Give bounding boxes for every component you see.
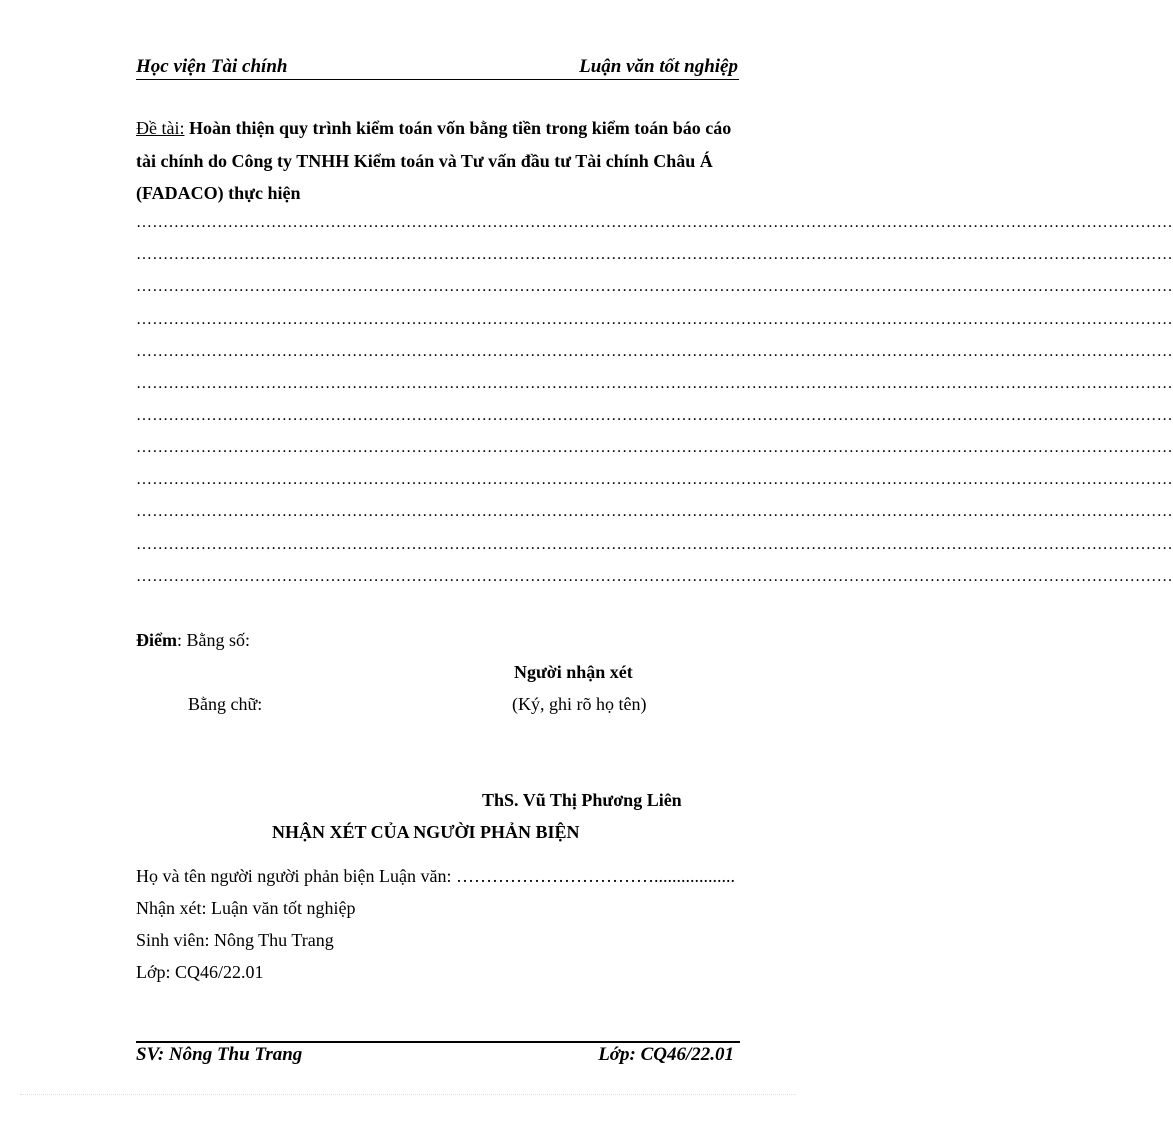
dotted-line: …………………………………………………………………………………………………………………………………………………………………………	[136, 278, 1173, 295]
grade-number-label: : Bằng số:	[176, 630, 250, 650]
grade-by-words: Bằng chữ:	[188, 694, 263, 714]
grade-label: Điểm	[136, 630, 177, 650]
dotted-line: …………………………………………………………………………………………………………………………………………………………………………	[136, 439, 1173, 456]
page-edge-dots	[20, 1094, 796, 1095]
reviewer-title: Người nhận xét	[514, 662, 633, 682]
section-title: NHẬN XÉT CỦA NGƯỜI PHẢN BIỆN	[272, 822, 580, 842]
reviewer-name-line: Họ và tên người người phản biện Luận văn: ……………………………..................	[136, 866, 735, 886]
header-rule	[136, 79, 739, 80]
dotted-line: …………………………………………………………………………………………………………………………………………………………………………	[136, 568, 1173, 585]
dotted-line: …………………………………………………………………………………………………………………………………………………………………………	[136, 471, 1173, 488]
footer-student: SV: Nông Thu Trang	[136, 1044, 303, 1065]
dotted-line: …………………………………………………………………………………………………………………………………………………………………………	[136, 503, 1173, 520]
topic-label: Đề tài:	[136, 118, 185, 138]
dotted-line: …………………………………………………………………………………………………………………………………………………………………………	[136, 536, 1173, 553]
dotted-line: …………………………………………………………………………………………………………………………………………………………………………	[136, 214, 1173, 231]
header-institution: Học viện Tài chính	[136, 56, 288, 77]
student-line: Sinh viên: Nông Thu Trang	[136, 930, 334, 950]
grade-by-number	[136, 630, 250, 651]
dotted-line: …………………………………………………………………………………………………………………………………………………………………………	[136, 311, 1173, 328]
class-line: Lớp: CQ46/22.01	[136, 962, 264, 982]
reviewer-name: ThS. Vũ Thị Phương Liên	[482, 790, 682, 810]
dotted-line: …………………………………………………………………………………………………………………………………………………………………………	[136, 343, 1173, 360]
header-doc-type: Luận văn tốt nghiệp	[579, 56, 738, 77]
footer-rule	[136, 1041, 740, 1043]
topic-paragraph	[136, 112, 740, 210]
topic-title: Hoàn thiện quy trình kiểm toán vốn bằng tiền trong kiểm toán báo cáo tài chính do Công ty TNHH Kiểm toán và Tư vấn đầu tư Tài chính Châu Á (FADACO) thực hiện	[136, 118, 732, 203]
footer-class: Lớp: CQ46/22.01	[598, 1044, 734, 1065]
dotted-line: …………………………………………………………………………………………………………………………………………………………………………	[136, 375, 1173, 392]
signature-note: (Ký, ghi rõ họ tên)	[512, 694, 647, 714]
dotted-line: …………………………………………………………………………………………………………………………………………………………………………	[136, 407, 1173, 424]
comment-line: Nhận xét: Luận văn tốt nghiệp	[136, 898, 356, 918]
dotted-line: …………………………………………………………………………………………………………………………………………………………………………	[136, 246, 1173, 263]
